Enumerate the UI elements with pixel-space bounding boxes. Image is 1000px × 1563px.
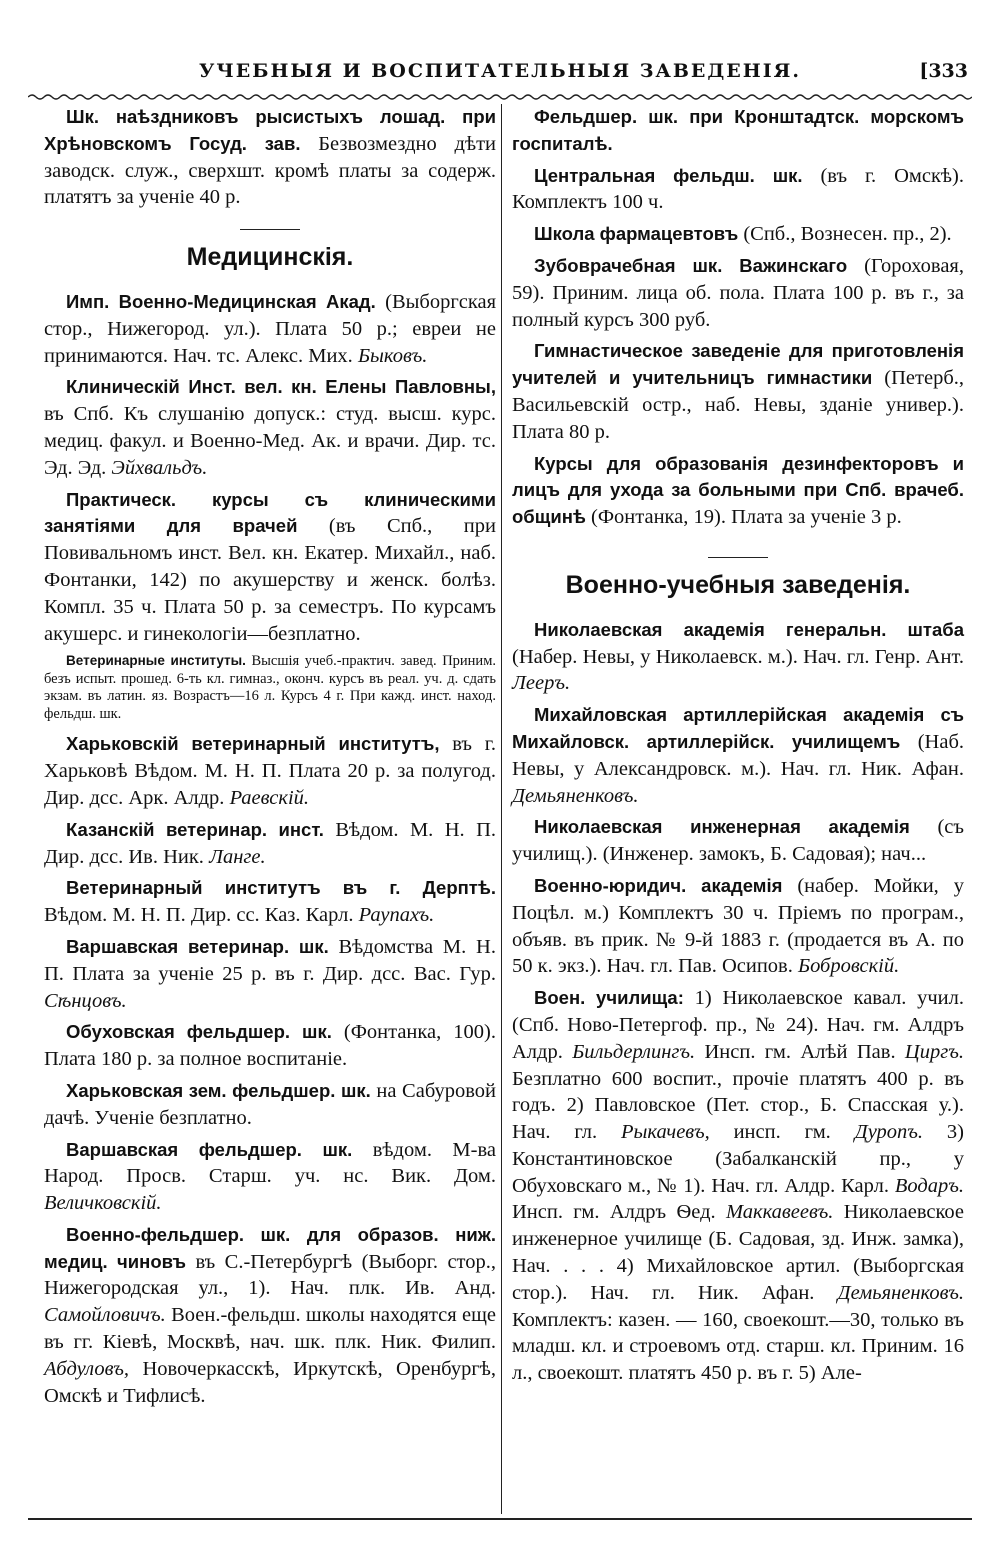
director-name: Демьяненковъ. [837, 1281, 964, 1304]
page-header [28, 52, 972, 92]
institution-name: Зубоврачебная шк. Важинскаго [534, 254, 848, 276]
entry-military-feldsher [44, 1222, 496, 1410]
entry-text: въ С.-Петербургѣ (Выборг. стор., Нижегородская ул., 1). Нач. плк. Ив. Анд. [44, 1250, 496, 1300]
section-separator [708, 557, 768, 558]
entry-dorpat-veterinary [44, 875, 496, 929]
entry-artillery-academy [512, 702, 964, 809]
entry-text: Вѣдомства М. Н. П. Плата за ученіе 25 р. въ г. Дир. дсс. Вас. Гур. [44, 935, 496, 985]
entry-general-staff-academy [512, 617, 964, 697]
entry-text: (Петерб., Васильевскій остр., наб. Невы, зданіе универ.). Плата 80 р. [512, 367, 965, 443]
entry-text: Высшія учеб.-практич. завед. Приним. безъ испыт. прошед. 6-ть кл. гимназ., оконч. курсъ въ реал. уч. д. сдать экзам. въ латин. яз. Возрастъ—16 л. Курсъ 4 г. При кажд. инст. наход. фельдш. шк. [44, 653, 496, 722]
entry-text: Безвозмездно дѣти заводск. служ., сверхшт. кромѣ платы за содерж. платятъ за ученіе 40 р. [44, 132, 496, 209]
director-name: Циргъ. [904, 1040, 964, 1063]
institution-name: Харьковскій ветеринарный институтъ, [66, 733, 440, 755]
institution-name: Практическ. курсы съ клиническими занятіями для врачей [44, 488, 496, 537]
entry-text: Комплектъ: казен. — 160, своекошт.—30, только въ младш. кл. и строевомъ отд. старш. кл. Приним. 16 л., своекошт. платятъ 450 р. въ г. 5) Але- [512, 1308, 964, 1385]
institution-name: Школа фармацевтовъ [534, 223, 739, 245]
entry-text: Безплатно 600 воспит., прочіе платятъ 400 р. въ годъ. 2) Павловское (Пет. стор., Б. Спасская у.). Нач. гл. [512, 1067, 964, 1144]
bottom-rule [28, 1518, 972, 1520]
institution-name: Фельдшер. шк. при Кронштадтск. морскомъ госпиталѣ. [512, 106, 964, 154]
director-name: Маккавеевъ. [725, 1201, 834, 1224]
entry-text: (Наб. Невы, у Александровск. м.). Нач. гл. Ник. Афан. [512, 730, 964, 780]
section-separator [240, 229, 300, 230]
section-heading-military: Военно-учебныя заведенія. [565, 570, 911, 599]
left-column [44, 104, 496, 1514]
entry-khrenovo-school [44, 104, 496, 211]
entry-text: (Спб., Вознесен. пр., 2). [738, 223, 952, 246]
entry-text: Воен.-фельдш. школы находятся еще въ гг. Кіевѣ, Москвѣ, нач. шк. плк. Ник. Филип. [44, 1304, 496, 1354]
column-divider [501, 104, 502, 1514]
entry-text: Инсп. гм. Алѣй Пав. [695, 1040, 905, 1063]
entry-text: (Набер. Невы, у Николаевск. м.). Нач. гл. Генр. Ант. [512, 645, 964, 668]
entry-obukhov-feldsher [44, 1019, 496, 1073]
institution-name: Воен. училища: [534, 987, 684, 1009]
director-name: Лееръ. [512, 672, 571, 695]
institution-name: Обуховская фельдшер. шк. [66, 1021, 332, 1043]
entry-text: Вѣдом. М. Н. П. Дир. сс. Каз. Карл. [44, 904, 359, 927]
entry-text: въ г. Харьковѣ Вѣдом. М. Н. П. Плата 20 р. за полугод. Дир. дсс. Арк. Алдр. [44, 733, 496, 809]
director-name: Величковскій. [44, 1192, 162, 1215]
entry-engineering-academy [512, 814, 964, 868]
entry-text: (Гороховая, 59). Приним. лица об. пола. Плата 100 р. въ г., за полный курсъ 300 руб. [512, 254, 964, 331]
entry-pharmacy-school [512, 221, 964, 248]
institution-name: Курсы для образованія дезинфекторовъ и лицъ для ухода за больными при Спб. врачеб. общинѣ [512, 452, 964, 528]
institution-name: Центральная фельдш. шк. [534, 164, 803, 186]
director-name: Ланге. [209, 845, 266, 868]
institution-name: Харьковская зем. фельдшер. шк. [66, 1079, 371, 1101]
entry-text: (въ г. Омскѣ). Комплектъ 100 ч. [512, 164, 964, 214]
entry-veterinary-institutes-note [44, 652, 496, 723]
director-name: Эйхвальдъ. [111, 456, 208, 479]
entry-warsaw-veterinary [44, 934, 496, 1014]
institution-name: Имп. Военно-Медицинская Акад. [66, 290, 376, 312]
director-name: Бобровскій. [797, 955, 900, 978]
entry-clinical-institute [44, 374, 496, 481]
entry-disinfector-courses [512, 451, 964, 531]
page-number: [333 [919, 60, 968, 82]
director-name: Раупахъ. [358, 904, 435, 927]
entry-kharkov-feldsher [44, 1078, 496, 1132]
entry-text: (набер. Мойки, у Поцѣл. м.) Комплектъ 30 ч. Пріемъ по програм., объяв. въ прик. № 9-й 1883 г. (продается въ А. по 50 к. экз.). Нач. гл. Пав. Осипов. [512, 874, 964, 978]
entry-military-medical-academy [44, 289, 496, 369]
entry-text: въ Спб. Къ слушанію допуск.: студ. высш. курс. медиц. факул. и Военно-Мед. Ак. и врачи. Дир. тс. Эд. Эд. [44, 403, 496, 479]
institution-name: Ветеринарные институты. [66, 653, 246, 669]
entry-text: на Сабуровой дачѣ. Ученіе безплатно. [44, 1079, 496, 1129]
institution-name: Николаевская инженерная академія [534, 816, 910, 838]
institution-name: Варшавская ветеринар. шк. [66, 935, 329, 957]
institution-name: Шк. наѣздниковъ рысистыхъ лошад. при Хрѣновскомъ Госуд. зав. [44, 106, 496, 154]
institution-name: Военно-юридич. академія [534, 874, 783, 896]
entry-kazan-veterinary [44, 817, 496, 871]
entry-kharkov-veterinary [44, 731, 496, 811]
institution-name: Военно-фельдшер. шк. для образов. ниж. медиц. чиновъ [44, 1223, 496, 1272]
institution-name: Клиническій Инст. вел. кн. Елены Павловны, [66, 376, 496, 398]
entry-text: (Выборгская стор., Нижегород. ул.). Плата 50 р.; евреи не принимаются. Нач. тс. Алекс. Мих. [44, 290, 497, 367]
director-name: Быковъ. [357, 344, 428, 367]
entry-text: (съ училищ.). (Инженер. замокъ, Б. Садовая); нач... [512, 816, 965, 866]
institution-name: Николаевская академія генеральн. штаба [534, 618, 964, 640]
entry-practical-courses [44, 487, 496, 648]
entry-text: 1) Николаевское кавал. учил. (Спб. Ново-Петергоф. пр., № 24). Нач. гм. Алдръ Алдр. [512, 987, 965, 1063]
institution-name: Казанскій ветеринар. инст. [66, 818, 324, 840]
director-name: Самойловичъ. [44, 1304, 166, 1327]
director-name: Дуропъ. [854, 1121, 924, 1144]
entry-text: 3) Константиновское (Забалканскій пр., у Обуховскаго м., № 1). Нач. гл. Алдр. Карл. [512, 1121, 964, 1197]
institution-name: Гимнастическое заведеніе для приготовленія учителей и учительницъ гимнастики [512, 340, 964, 389]
wavy-divider [28, 92, 972, 102]
institution-name: Михайловская артиллерійская академія съ Михайловск. артиллерійск. училищемъ [512, 704, 964, 752]
entry-text: Новочеркасскѣ, Иркутскѣ, Оренбургѣ, Омскѣ и Тифлисѣ. [44, 1357, 496, 1407]
entry-text: Инсп. гм. Алдръ Ѳед. [512, 1201, 726, 1224]
entry-text: (Фонтанка, 19). Плата за ученіе 3 р. [585, 506, 902, 529]
entry-kronstadt-feldsher [512, 104, 964, 158]
entry-text: инсп. гм. [709, 1121, 855, 1144]
director-name: Демьяненковъ. [512, 784, 639, 807]
director-name: Рыкачевъ, [620, 1121, 710, 1144]
entry-text: Вѣдом. М. Н. П. Дир. дсс. Ив. Ник. [44, 818, 497, 868]
section-heading-medical: Медицинскія. [186, 243, 354, 272]
entry-text: (въ Спб., при Повивальномъ инст. Вел. кн. Екатер. Михайл., наб. Фонтанки, 142) по акушерству и женск. болѣз. Компл. 35 ч. Плата 50 р. за семестръ. По курсамъ акушерс. и гинекологіи—безплатно. [44, 515, 496, 645]
entry-omsk-feldsher [512, 163, 964, 217]
institution-name: Варшавская фельдшер. шк. [66, 1138, 353, 1160]
director-name: Абдуловъ, [44, 1357, 130, 1380]
entry-text: (Фонтанка, 100). Плата 180 р. за полное воспитаніе. [44, 1021, 496, 1071]
entry-dental-school [512, 253, 964, 333]
entry-warsaw-feldsher [44, 1137, 496, 1217]
director-name: Водаръ. [894, 1174, 964, 1197]
entry-military-schools [512, 985, 964, 1387]
right-column [512, 104, 964, 1514]
director-name: Бильдерлингъ. [572, 1040, 696, 1063]
entry-gymnastics-institute [512, 338, 964, 445]
entry-text: вѣдом. М-ва Народ. Просв. Старш. уч. нс. Вик. Дом. [44, 1138, 496, 1188]
director-name: Сѣнцовъ. [44, 989, 127, 1012]
running-title: УЧЕБНЫЯ И ВОСПИТАТЕЛЬНЫЯ ЗАВЕДЕНІЯ. [199, 60, 801, 82]
institution-name: Ветеринарный институтъ въ г. Дерптѣ. [66, 877, 496, 899]
entry-military-law-academy [512, 873, 964, 980]
director-name: Раевскій. [229, 786, 310, 809]
entry-text: Николаевское инженерное училище (Б. Садовая, зд. Инж. замка), Нач. . . . 4) Михайловское артил. (Выборгская стор.). Нач. гл. Ник. Афан. [512, 1201, 964, 1304]
two-column-body [40, 104, 970, 1514]
